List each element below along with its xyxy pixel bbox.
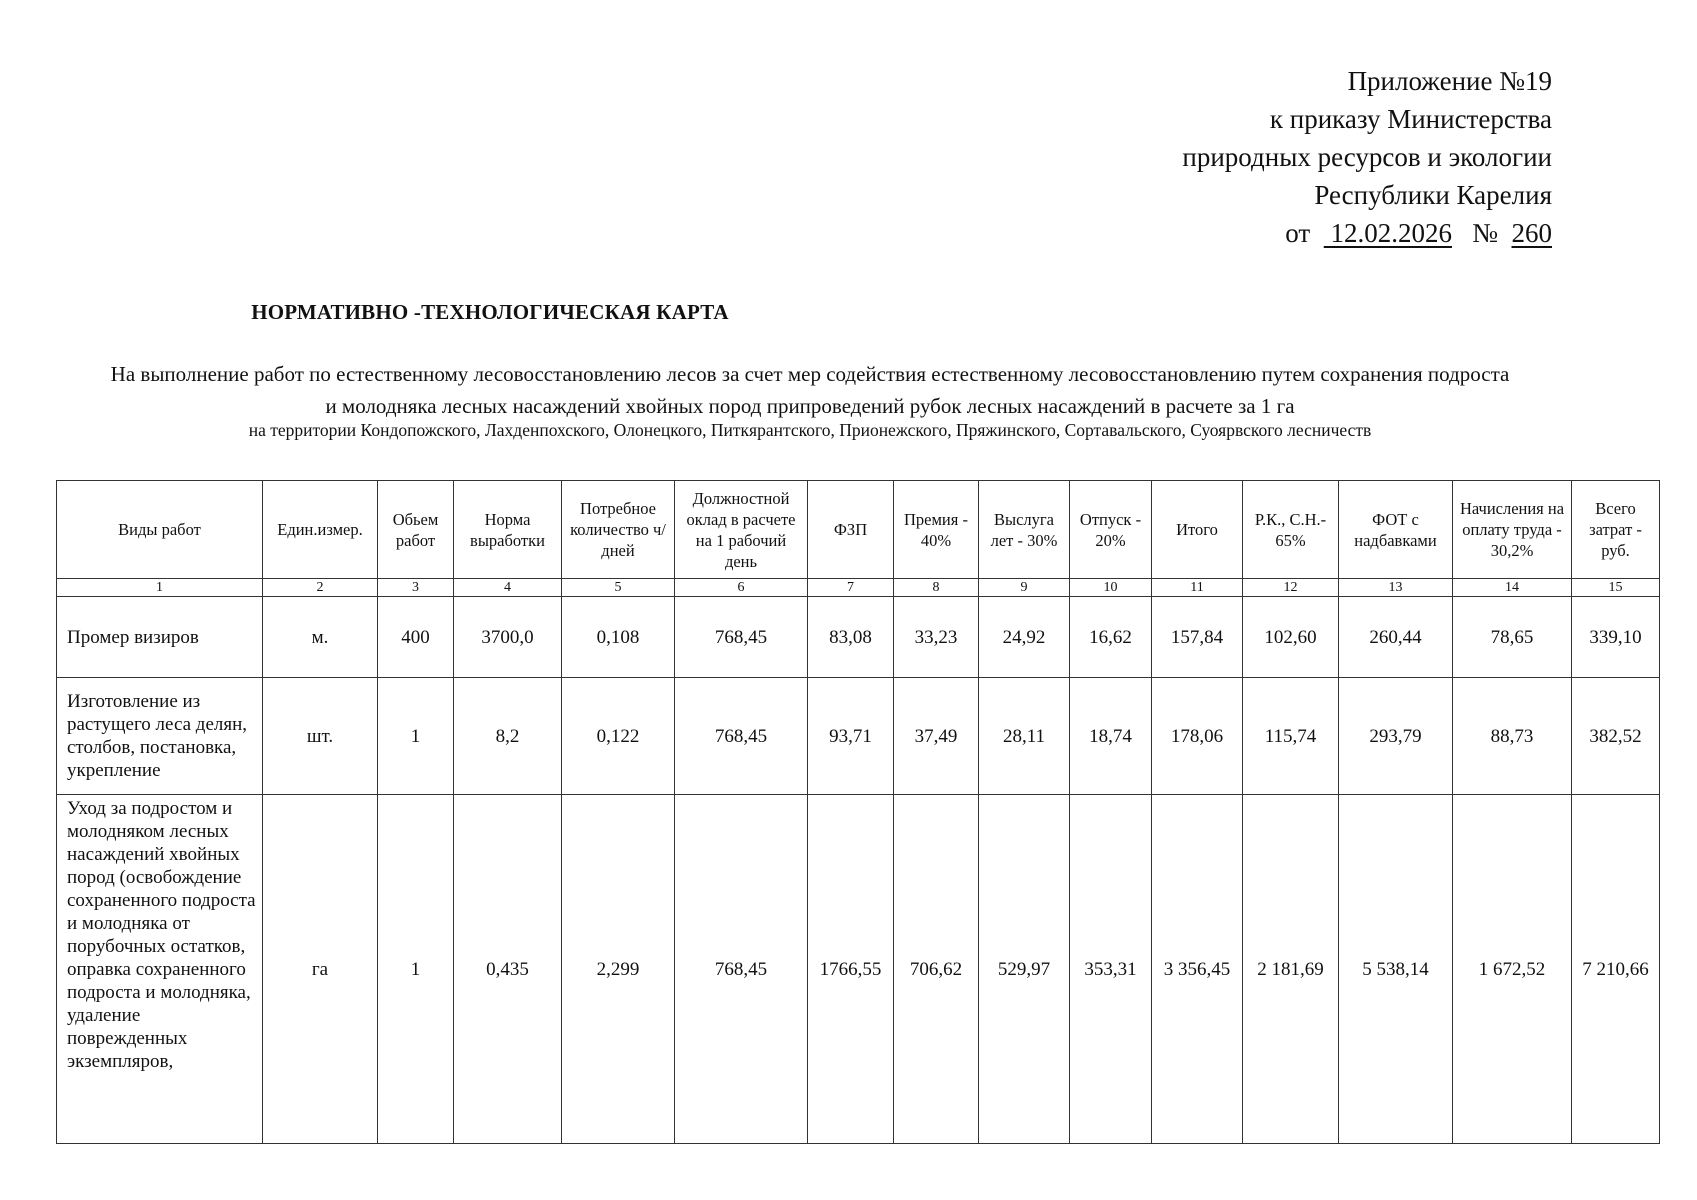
table-cell: 78,65 [1453,597,1572,678]
table-cell: 93,71 [808,678,894,795]
table-cell: 1 672,52 [1453,795,1572,1144]
header-cell: Начисления на оплату труда - 30,2% [1453,481,1572,579]
column-number: 1 [57,579,263,597]
table-cell: 178,06 [1152,678,1243,795]
table-cell: 1 [378,795,454,1144]
column-number: 12 [1243,579,1339,597]
table-cell: 706,62 [894,795,979,1144]
table-cell: 2,299 [562,795,675,1144]
table-cell: 768,45 [675,597,808,678]
header-cell: Обьем работ [378,481,454,579]
table-cell: 3 356,45 [1152,795,1243,1144]
appendix-block [1182,62,1552,252]
header-cell: Премия - 40% [894,481,979,579]
column-number: 2 [263,579,378,597]
table-cell: Промер визиров [57,597,263,678]
appendix-date-line [1182,214,1552,252]
order-number: 260 [1511,218,1552,248]
table-cell: 8,2 [454,678,562,795]
column-number: 5 [562,579,675,597]
header-cell: ФЗП [808,481,894,579]
table-cell: 1 [378,678,454,795]
header-cell: Виды работ [57,481,263,579]
column-number: 6 [675,579,808,597]
table-cell: 400 [378,597,454,678]
column-number: 8 [894,579,979,597]
header-cell: Итого [1152,481,1243,579]
from-label: от [1285,218,1311,248]
table-row [57,597,1660,678]
table-cell: 1766,55 [808,795,894,1144]
table-row [57,795,1660,1144]
appendix-line-3: природных ресурсов и экологии [1182,142,1552,172]
table-cell: 24,92 [979,597,1070,678]
header-cell: Норма выработки [454,481,562,579]
header-cell: ФОТ с надбавками [1339,481,1453,579]
table-row [57,678,1660,795]
table-cell: 0,435 [454,795,562,1144]
table-cell: Изготовление из растущего леса делян, столбов, постановка, укрепление [57,678,263,795]
column-number: 3 [378,579,454,597]
table-cell: 157,84 [1152,597,1243,678]
table-cell: 0,122 [562,678,675,795]
table-cell: 768,45 [675,795,808,1144]
appendix-line-4: Республики Карелия [1314,180,1552,210]
table-cell: Уход за подростом и молодняком лесных насаждений хвойных пород (освобождение сохраненного подроста и молодняка от порубочных остатков, оправка сохраненного подроста и молодняка, удаление поврежденных экземпляров, [57,795,263,1144]
column-number: 15 [1572,579,1660,597]
column-number: 7 [808,579,894,597]
table-cell: 28,11 [979,678,1070,795]
header-cell: Потребное количество ч/дней [562,481,675,579]
header-cell: Всего затрат - руб. [1572,481,1660,579]
table-cell: 102,60 [1243,597,1339,678]
table-cell: 3700,0 [454,597,562,678]
column-number: 10 [1070,579,1152,597]
document-title: НОРМАТИВНО -ТЕХНОЛОГИЧЕСКАЯ КАРТА [251,300,729,324]
column-number: 13 [1339,579,1453,597]
table-cell: 382,52 [1572,678,1660,795]
table-cell: 83,08 [808,597,894,678]
table-cell: 2 181,69 [1243,795,1339,1144]
table-cell: 768,45 [675,678,808,795]
column-number-row [57,579,1660,597]
header-cell: Р.К., С.Н.- 65% [1243,481,1339,579]
table-cell: 529,97 [979,795,1070,1144]
appendix-line-1: Приложение №19 [1347,66,1552,96]
table-cell: м. [263,597,378,678]
table-cell: 7 210,66 [1572,795,1660,1144]
appendix-line-2: к приказу Министерства [1269,104,1552,134]
column-number: 14 [1453,579,1572,597]
number-label: № [1472,218,1498,248]
table-cell: 5 538,14 [1339,795,1453,1144]
table-header-row [57,481,1660,579]
subtitle-line-2: и молодняка лесных насаждений хвойных пород припроведений рубок лесных насаждений в расчете за 1 га [325,394,1295,418]
order-date: 12.02.2026 [1330,218,1452,248]
table-cell: 339,10 [1572,597,1660,678]
subtitle-line-1: На выполнение работ по естественному лесовосстановлению лесов за счет мер содействия естественному лесовосстановлению путем сохранения подроста [110,362,1510,386]
table-cell: 33,23 [894,597,979,678]
header-cell: Выслуга лет - 30% [979,481,1070,579]
column-number: 9 [979,579,1070,597]
table-cell: 260,44 [1339,597,1453,678]
norm-table [56,480,1660,1144]
column-number: 11 [1152,579,1243,597]
table-cell: га [263,795,378,1144]
table-cell: шт. [263,678,378,795]
table-cell: 88,73 [1453,678,1572,795]
table-cell: 16,62 [1070,597,1152,678]
table-cell: 115,74 [1243,678,1339,795]
column-number: 4 [454,579,562,597]
header-cell: Един.измер. [263,481,378,579]
table-cell: 0,108 [562,597,675,678]
header-cell: Должностной оклад в расчете на 1 рабочий день [675,481,808,579]
table-cell: 293,79 [1339,678,1453,795]
document-subtitle [0,358,1620,422]
header-cell: Отпуск - 20% [1070,481,1152,579]
table-cell: 353,31 [1070,795,1152,1144]
table-cell: 18,74 [1070,678,1152,795]
territory-line: на территории Кондопожского, Лахденпохского, Олонецкого, Питкярантского, Прионежского, Пряжинского, Сортавальского, Суоярвского лесничеств [248,420,1372,440]
table-cell: 37,49 [894,678,979,795]
